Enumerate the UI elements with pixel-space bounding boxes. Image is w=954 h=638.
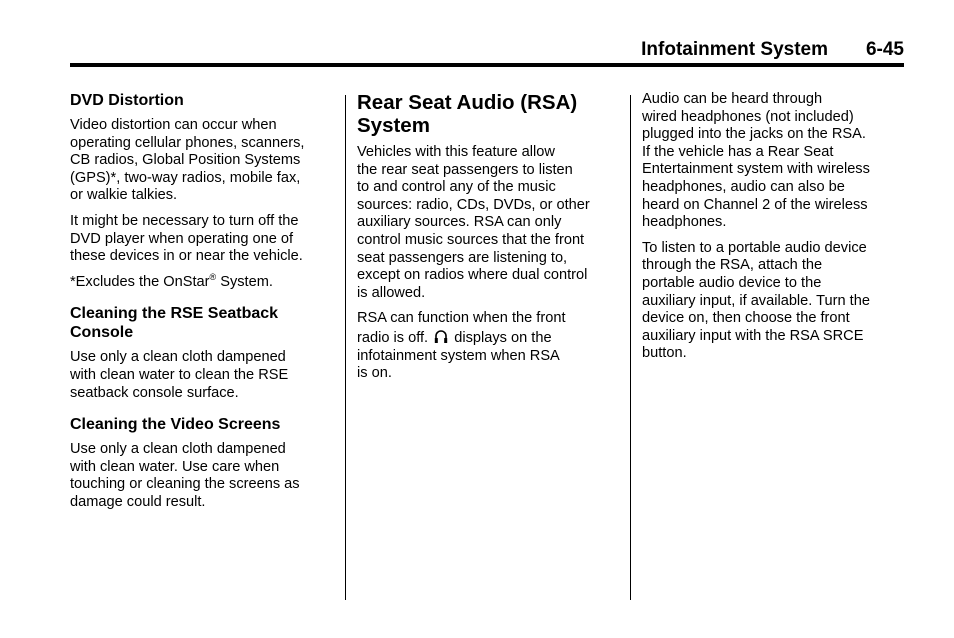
portable-audio-paragraph: To listen to a portable audio device through the RSA, attach the portable audio device to the auxiliary input, if available. Turn the device on, then choose the front auxiliary input with the RSA SRCE button. xyxy=(642,239,870,362)
rsa-p2-line1: RSA can function when the front xyxy=(357,310,566,327)
header-rule xyxy=(70,63,904,67)
rse-cleaning-paragraph: Use only a clean cloth dampened with clean water to clean the RSE seatback console surface. xyxy=(70,349,289,401)
rsa-heading: Rear Seat Audio (RSA) System xyxy=(357,91,578,137)
video-cleaning-heading: Cleaning the Video Screens xyxy=(70,416,281,434)
onstar-footnote xyxy=(70,271,335,292)
column-middle xyxy=(357,91,619,391)
dvd-distortion-paragraph-1: Video distortion can occur when operating cellular phones, scanners, CB radios, Global Position Systems (GPS)*, two-way radios, mobile fax, or walkie talkies. xyxy=(70,117,305,204)
video-cleaning-paragraph: Use only a clean cloth dampened with clean water. Use care when touching or cleaning the screens as damage could result. xyxy=(70,441,300,510)
dvd-distortion-heading: DVD Distortion xyxy=(70,92,184,109)
headphones-icon xyxy=(434,328,448,344)
page-number: 6-45 xyxy=(865,39,904,60)
chapter-title: Infotainment System xyxy=(641,39,828,60)
rsa-p2-pre-icon: radio is off. xyxy=(357,329,433,346)
column-divider-1 xyxy=(345,95,346,600)
rsa-p2-post-icon: displays on the xyxy=(450,329,552,346)
dvd-distortion-paragraph-2: It might be necessary to turn off the DVD player when operating one of these devices in or near the vehicle. xyxy=(70,212,303,265)
rsa-paragraph-2 xyxy=(357,310,619,382)
column-right xyxy=(642,91,904,371)
registered-mark: ® xyxy=(209,271,217,282)
footnote-text: *Excludes the OnStar xyxy=(70,273,210,290)
footnote-suffix: System. xyxy=(216,273,273,290)
rsa-p2-rest: infotainment system when RSA is on. xyxy=(357,347,560,382)
audio-headphones-paragraph: Audio can be heard through wired headphones (not included) plugged into the jacks on the RSA. If the vehicle has a Rear Seat Entertainment system with wireless headphones, audio can also be heard on Channel 2 of the wireless headphones. xyxy=(642,91,870,231)
column-divider-2 xyxy=(630,95,631,600)
page-header xyxy=(70,38,904,62)
column-left xyxy=(70,91,335,520)
rsa-paragraph-1: Vehicles with this feature allow the rear seat passengers to listen to and control any of the music sources: radio, CDs, DVDs, or other auxiliary sources. RSA can only control music sources that the front seat passengers are listening to, except on radios where dual control is allowed. xyxy=(357,144,590,301)
rse-cleaning-heading: Cleaning the RSE Seatback Console xyxy=(70,305,279,342)
